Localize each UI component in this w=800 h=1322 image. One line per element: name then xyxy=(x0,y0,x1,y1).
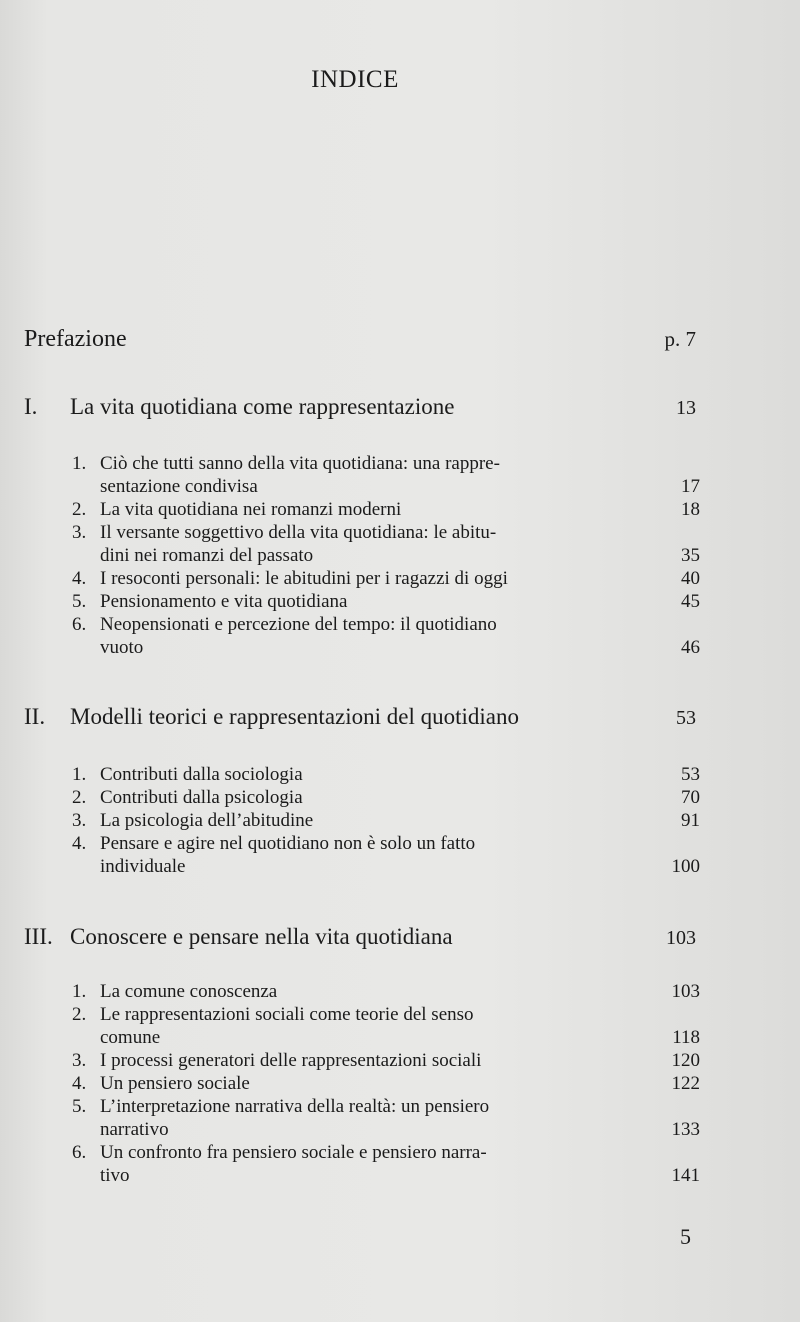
toc-entry: 3. I processi generatori delle rappresentazioni sociali 120 xyxy=(72,1050,700,1071)
chapter-1-heading xyxy=(24,394,696,420)
toc-entry: 1. Ciò che tutti sanno della vita quotidiana: una rappre- xyxy=(72,453,500,474)
page-title: INDICE xyxy=(311,66,399,93)
chapter-2-heading xyxy=(24,704,696,730)
toc-page: 103 xyxy=(671,981,700,1002)
chapter-2-page: 53 xyxy=(676,707,696,729)
toc-page: 118 xyxy=(672,1027,700,1048)
chapter-1-page: 13 xyxy=(676,397,696,419)
toc-entry-cont: tivo 141 xyxy=(100,1165,700,1186)
chapter-2-number: II. xyxy=(24,704,46,729)
toc-entry-cont: vuoto 46 xyxy=(100,637,700,658)
page-number: 5 xyxy=(680,1224,691,1249)
toc-entry: 4. Pensare e agire nel quotidiano non è solo un fatto xyxy=(72,833,476,854)
toc-page: 100 xyxy=(671,856,700,877)
chapter-3-sections xyxy=(72,980,700,1187)
toc-entry: 1. La comune conoscenza 103 xyxy=(72,981,700,1002)
toc-entry: 3. Il versante soggettivo della vita quotidiana: le abitu- xyxy=(72,522,497,543)
toc-page: 35 xyxy=(681,545,700,566)
toc-entry: 2. Contributi dalla psicologia 70 xyxy=(72,787,700,808)
toc-entry: 2. Le rappresentazioni sociali come teorie del senso xyxy=(72,1004,474,1025)
toc-entry-cont: comune 118 xyxy=(100,1027,700,1048)
chapter-1-number: I. xyxy=(24,394,38,419)
chapter-1-sections xyxy=(72,452,700,659)
toc-page: 70 xyxy=(681,787,700,808)
toc-page: 122 xyxy=(671,1073,700,1094)
toc-entry: 4. I resoconti personali: le abitudini per i ragazzi di oggi 40 xyxy=(72,568,700,589)
toc-entry: 6. Neopensionati e percezione del tempo: il quotidiano xyxy=(72,614,497,635)
chapter-2-sections xyxy=(72,763,700,878)
preface-entry xyxy=(24,326,696,353)
toc-page: 53 xyxy=(681,764,700,785)
toc-entry-cont: individuale 100 xyxy=(100,856,700,877)
preface-page: p. 7 xyxy=(664,327,696,351)
toc-entry: 6. Un confronto fra pensiero sociale e pensiero narra- xyxy=(72,1142,487,1163)
chapter-3-title: Conoscere e pensare nella vita quotidiana xyxy=(70,924,453,949)
toc-entry-cont: dini nei romanzi del passato 35 xyxy=(100,545,700,566)
toc-page: 46 xyxy=(681,637,700,658)
chapter-3-number: III. xyxy=(24,924,53,949)
toc-entry: 2. La vita quotidiana nei romanzi moderni 18 xyxy=(72,499,700,520)
toc-page: 91 xyxy=(681,810,700,831)
toc-page: 45 xyxy=(681,591,700,612)
toc-entry: 3. La psicologia dell’abitudine 91 xyxy=(72,810,700,831)
toc-entry: 4. Un pensiero sociale 122 xyxy=(72,1073,700,1094)
toc-page: 141 xyxy=(671,1165,700,1186)
toc-page: 40 xyxy=(681,568,700,589)
toc-entry: 1. Contributi dalla sociologia 53 xyxy=(72,764,700,785)
toc-entry: 5. L’interpretazione narrativa della realtà: un pensiero xyxy=(72,1096,490,1117)
toc-page: 133 xyxy=(671,1119,700,1140)
toc-page: 17 xyxy=(681,476,700,497)
chapter-3-heading xyxy=(24,924,696,950)
preface-label: Prefazione xyxy=(24,326,127,352)
toc-entry-cont: sentazione condivisa 17 xyxy=(100,476,700,497)
chapter-3-page: 103 xyxy=(666,927,696,949)
toc-entry-cont: narrativo 133 xyxy=(100,1119,700,1140)
chapter-2-title: Modelli teorici e rappresentazioni del quotidiano xyxy=(70,704,519,729)
toc-page: 18 xyxy=(681,499,700,520)
chapter-1-title: La vita quotidiana come rappresentazione xyxy=(70,394,455,419)
toc-entry: 5. Pensionamento e vita quotidiana 45 xyxy=(72,591,700,612)
toc-page: 120 xyxy=(671,1050,700,1071)
